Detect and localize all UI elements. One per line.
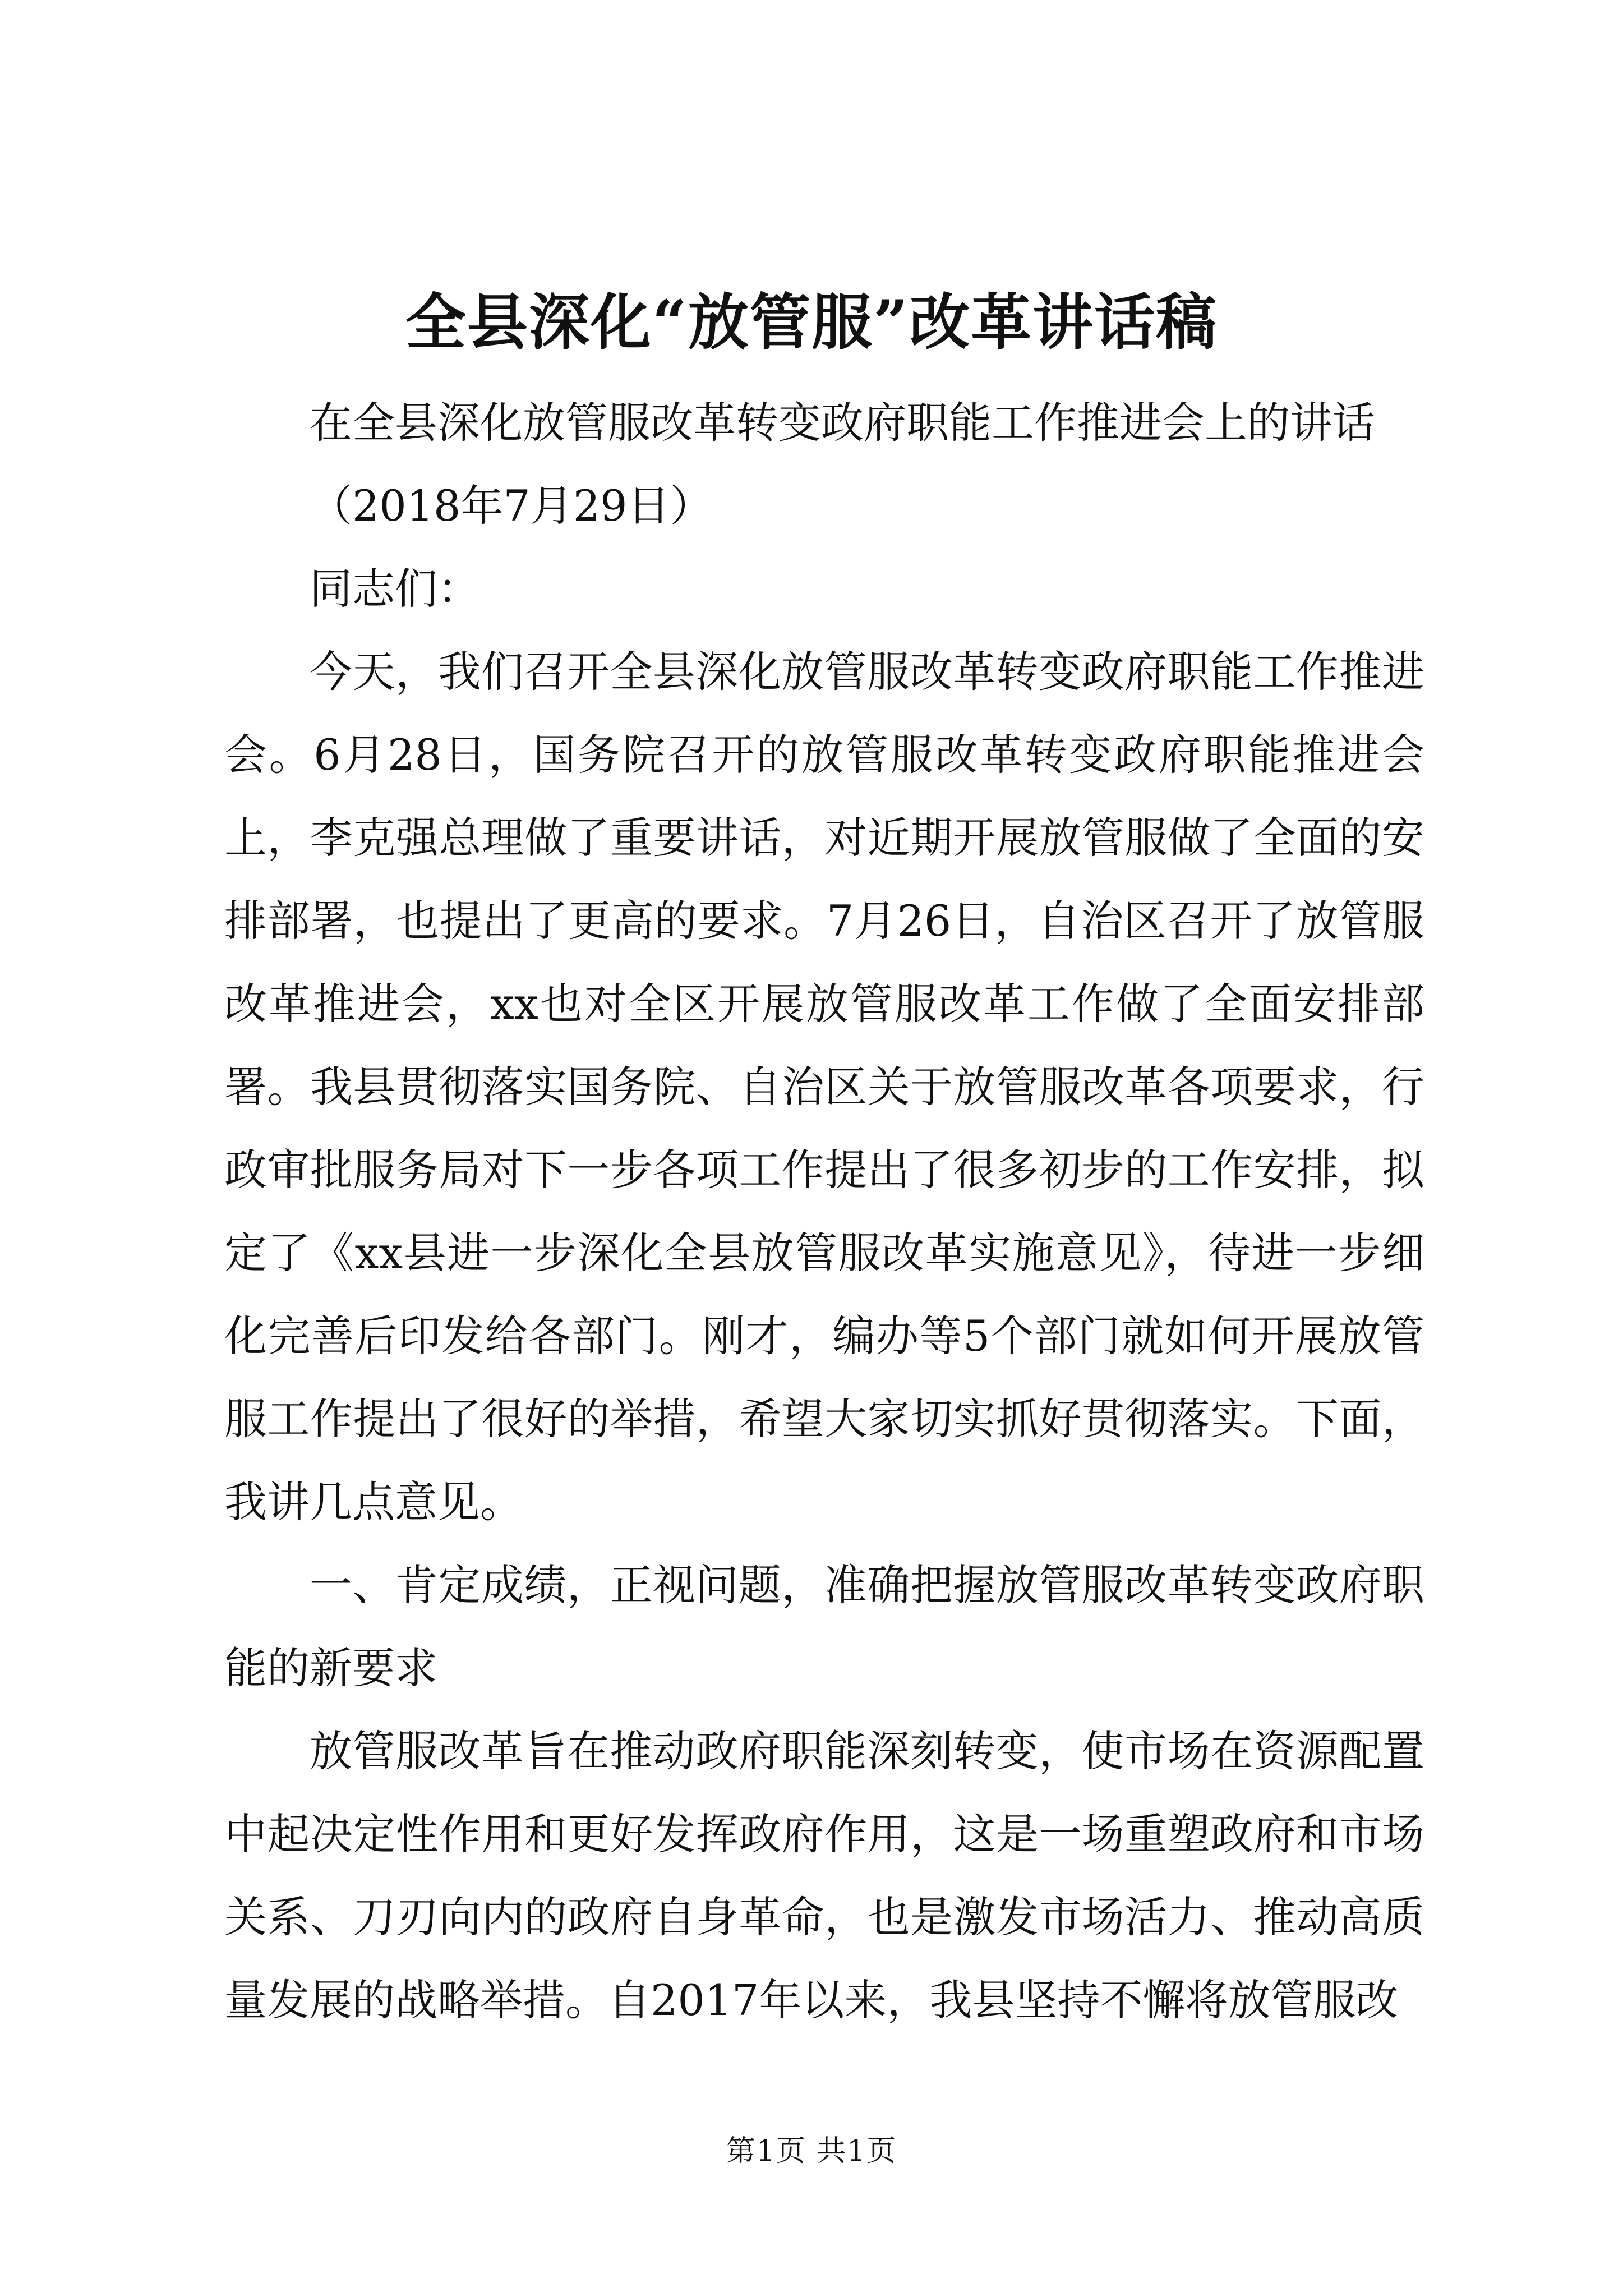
document-title: 全县深化“放管服”改革讲话稿 xyxy=(405,287,1218,358)
body-paragraph: 今天，我们召开全县深化放管服改革转变政府职能工作推进会。6月28日，国务院召开的放管服改革转变政府职能推进会上，李克强总理做了重要讲话，对近期开展放管服做了全面的安排部署，也提出了更高的要求。7月26日，自治区召开了放管服改革推进会，xx也对全区开展放管服改革工作做了全面安排部署。我县贯彻落实国务院、自治区关于放管服改革各项要求，行政审批服务局对下一步各项工作提出了很多初步的工作安排，拟定了《xx县进一步深化全县放管服改革实施意见》，待进一步细化完善后印发给各部门。刚才，编办等5个部门就如何开展放管服工作提出了很好的举措，希望大家切实抓好贯彻落实。下面，我讲几点意见。 xyxy=(224,647,1424,1527)
section-heading: 一、肯定成绩，正视问题，准确把握放管服改革转变政府职能的新要求 xyxy=(224,1560,1424,1693)
speech-subtitle: 在全县深化放管服改革转变政府职能工作推进会上的讲话 xyxy=(310,398,1375,448)
speech-date: （2018年7月29日） xyxy=(310,481,713,531)
document-body xyxy=(224,381,1424,2042)
body-paragraph: 放管服改革旨在推动政府职能深刻转变，使市场在资源配置中起决定性作用和更好发挥政府作用，这是一场重塑政府和市场关系、刀刃向内的政府自身革命，也是激发市场活力、推动高质量发展的战略举措。自2017年以来，我县坚持不懈将放管服改 xyxy=(224,1726,1424,2025)
page-footer: 第1页 共1页 xyxy=(726,2134,897,2168)
salutation: 同志们： xyxy=(310,564,480,614)
